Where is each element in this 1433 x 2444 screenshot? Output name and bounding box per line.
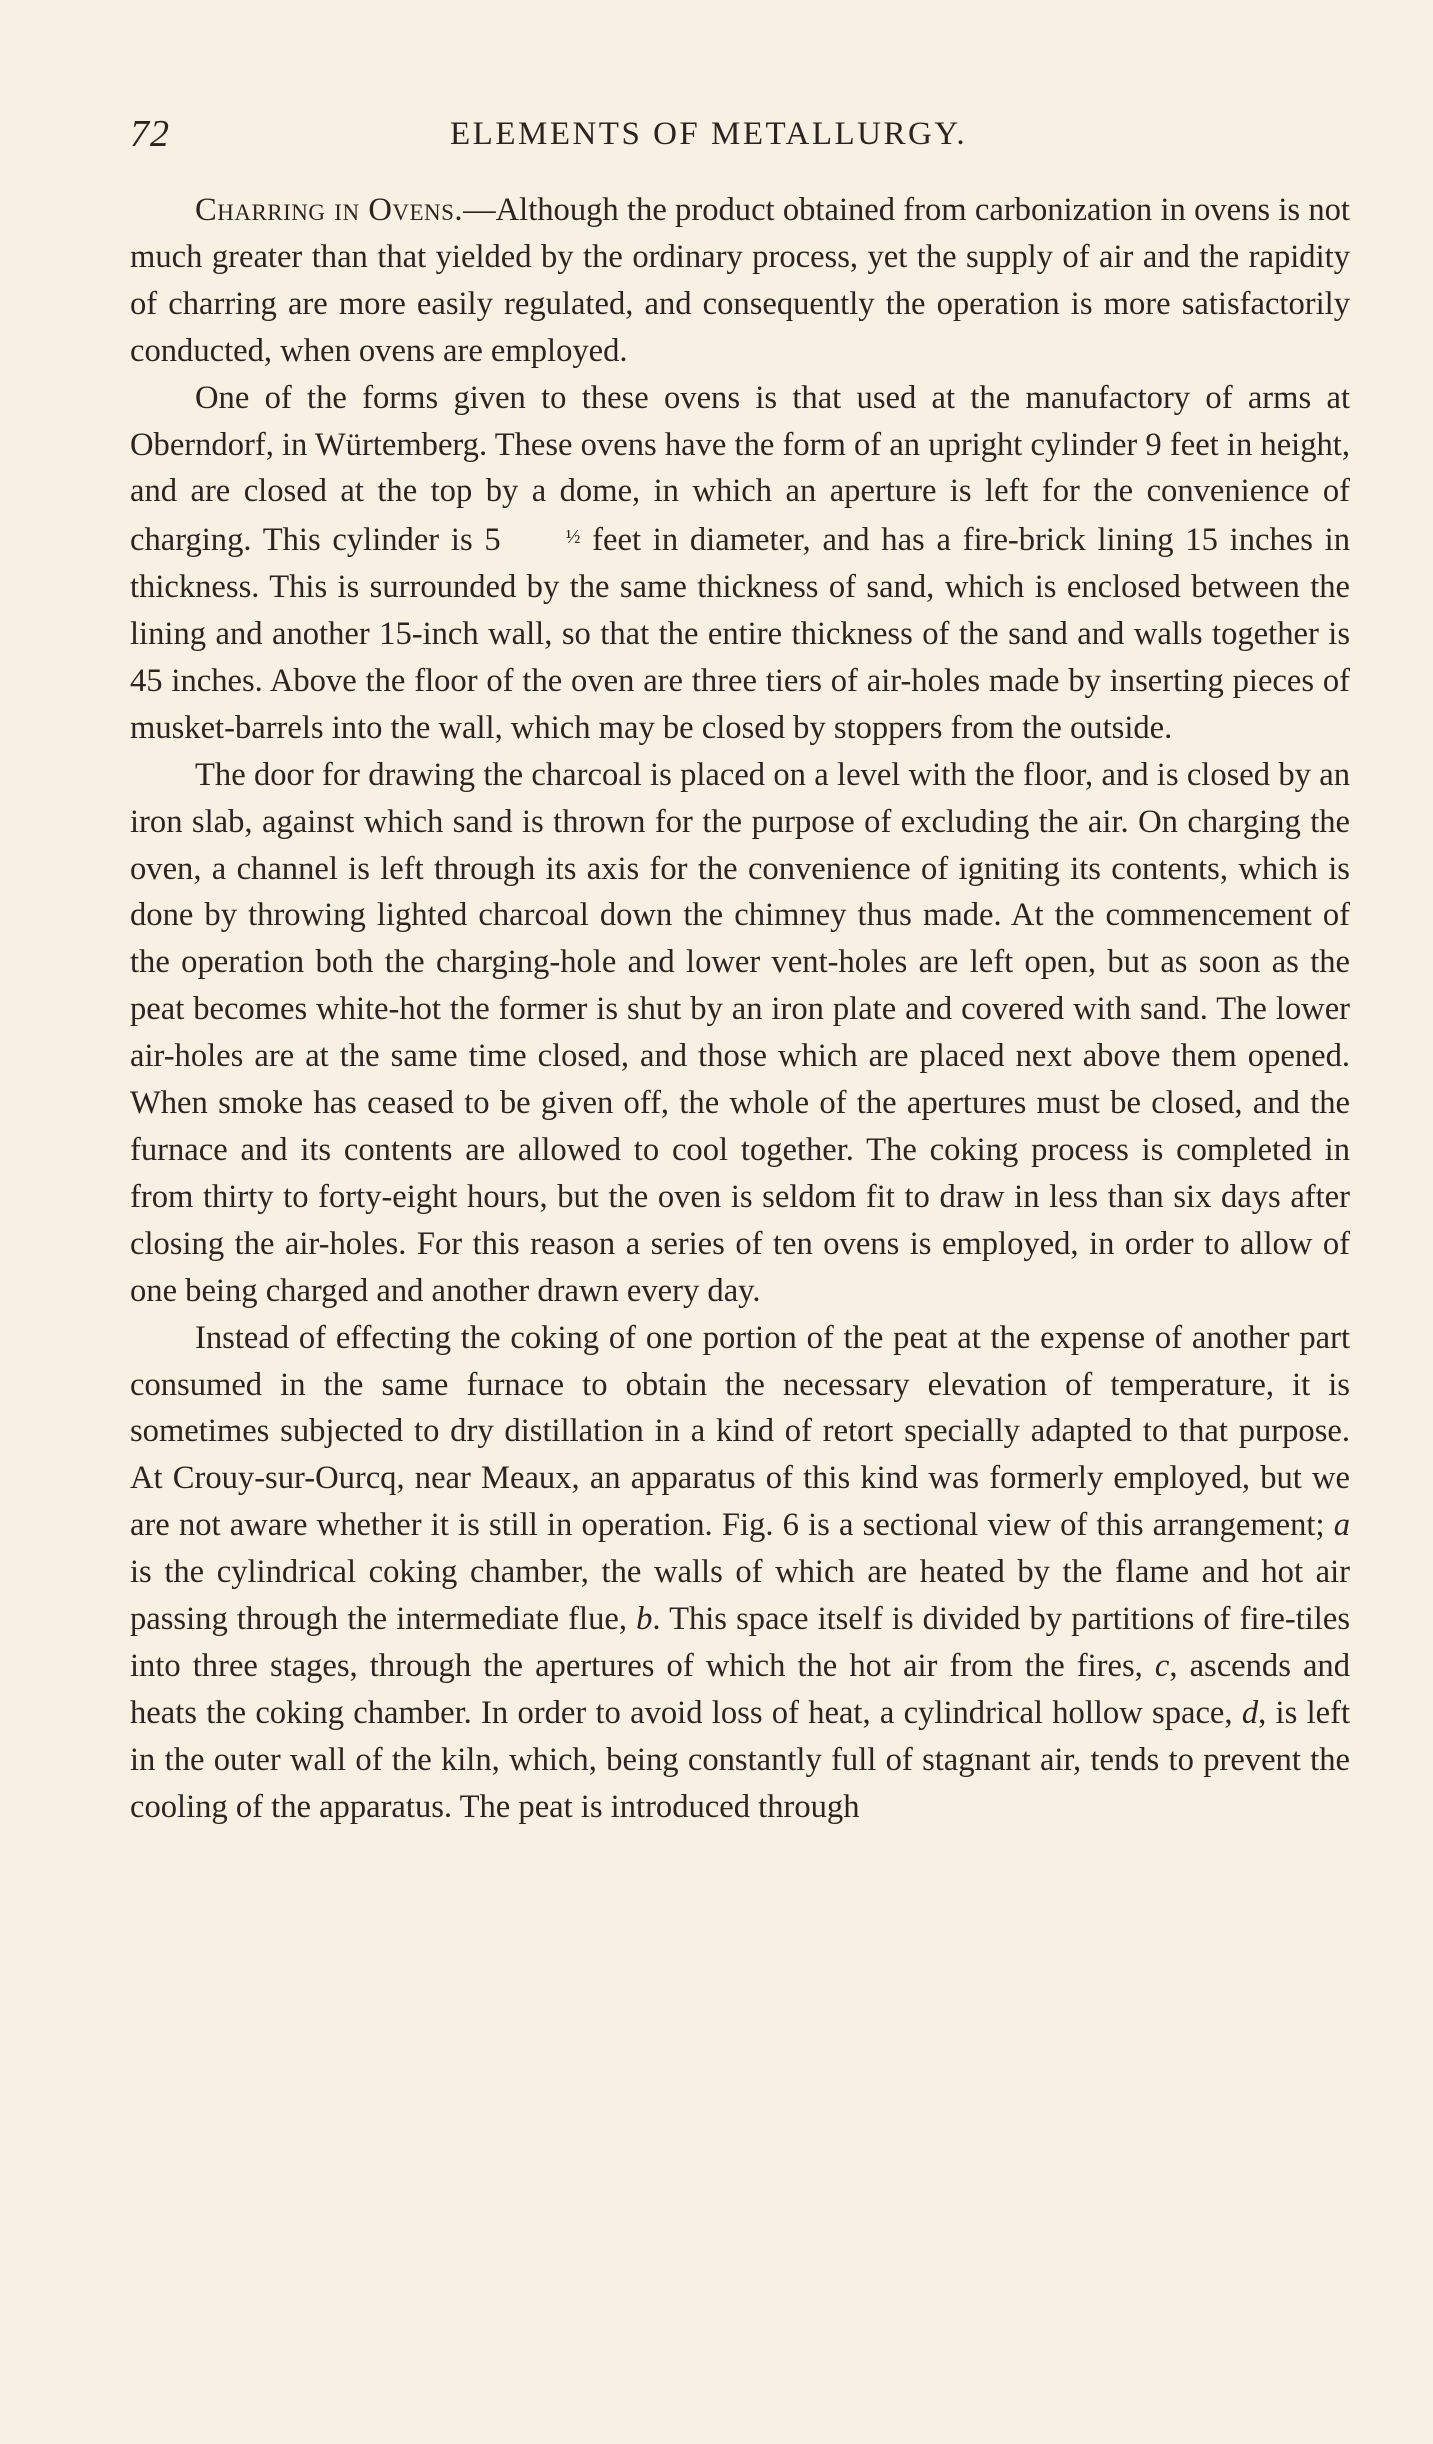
page-number: 72 (130, 113, 170, 155)
fraction: ½ (565, 527, 581, 549)
running-head: ELEMENTS OF METALLURGY. (450, 116, 968, 152)
paragraph-text: feet in diameter, and has a fire-brick lining 15 inches in thickness. This is surrounded by the same thickness of sand, which is enclosed between the lining and another 15-inch wall, so that the entire thickness of the sand and walls together is 45 inches. Above the floor of the oven are three tiers of air-holes made by inserting pieces of musket-barrels into the wall, which may be closed by stoppers from the outside. (130, 522, 1350, 746)
paragraph-text: is the cylindrical coking chamber, the walls of which are heated by the flame and hot air passing through the intermediate flue, (130, 1554, 1350, 1638)
page-header (130, 112, 1350, 172)
figure-letter: d (1241, 1694, 1259, 1731)
paragraph-text: , ascends and heats the coking chamber. In order to avoid loss of heat, a cylindrical hollow space, (130, 1647, 1350, 1731)
paragraph-text: , is left in the outer wall of the kiln, which, being constantly full of stagnant air, tends to prevent the cooling of the apparatus. The peat is introduced through (130, 1694, 1350, 1825)
body-text (130, 187, 1350, 1831)
heading-dash: — (463, 192, 496, 228)
figure-letter: c (1154, 1647, 1170, 1684)
paragraph (130, 187, 1350, 375)
figure-letter: b (636, 1601, 653, 1638)
paragraph-text: One of the forms given to these ovens is that used at the manufactory of arms at Oberndorf, in Würtemberg. These ovens have the form of an upright cylinder 9 feet in height, and are closed at the top by a dome, in which an aperture is left for the convenience of charging. This cylinder is 5 (130, 379, 1350, 559)
paragraph-text: The door for drawing the charcoal is placed on a level with the floor, and is closed by an iron slab, against which sand is thrown for the purpose of excluding the air. On charging the oven, a channel is left through its axis for the convenience of igniting its contents, which is done by throwing lighted charcoal down the chimney thus made. At the commencement of the operation both the charging-hole and lower vent-holes are left open, but as soon as the peat becomes white-hot the former is shut by an iron plate and covered with sand. The lower air-holes are at the same time closed, and those which are placed next above them opened. When smoke has ceased to be given off, the whole of the apertures must be closed, and the furnace and its contents are allowed to cool together. The coking process is completed in from thirty to forty-eight hours, but the oven is seldom fit to draw in less than six days after closing the air-holes. For this reason a series of ten ovens is employed, in order to allow of one being charged and another drawn every day. (130, 756, 1350, 1309)
paragraph-text: Although the product obtained from carbonization in ovens is not much greater than that yielded by the ordinary process, yet the supply of air and the rapidity of charring are more easily regulated, and consequently the operation is more satisfactorily conducted, when ovens are employed. (130, 192, 1350, 369)
paragraph (130, 375, 1350, 752)
paragraph (130, 1315, 1350, 1831)
paragraph (130, 752, 1350, 1315)
section-heading: Charring in Ovens. (195, 192, 464, 228)
paragraph-text: . This space itself is divided by partitions of fire-tiles into three stages, through the apertures of which the hot air from the fires, (130, 1601, 1350, 1684)
paragraph-text: Instead of effecting the coking of one portion of the peat at the expense of another part consumed in the same furnace to obtain the necessary elevation of temperature, it is sometimes subjected to dry distillation in a kind of retort specially adapted to that purpose. At Crouy-sur-Ourcq, near Meaux, an apparatus of this kind was formerly employed, but we are not aware whether it is still in operation. Fig. 6 is a sectional view of this arrangement; (130, 1319, 1350, 1544)
figure-letter: a (1333, 1507, 1350, 1544)
